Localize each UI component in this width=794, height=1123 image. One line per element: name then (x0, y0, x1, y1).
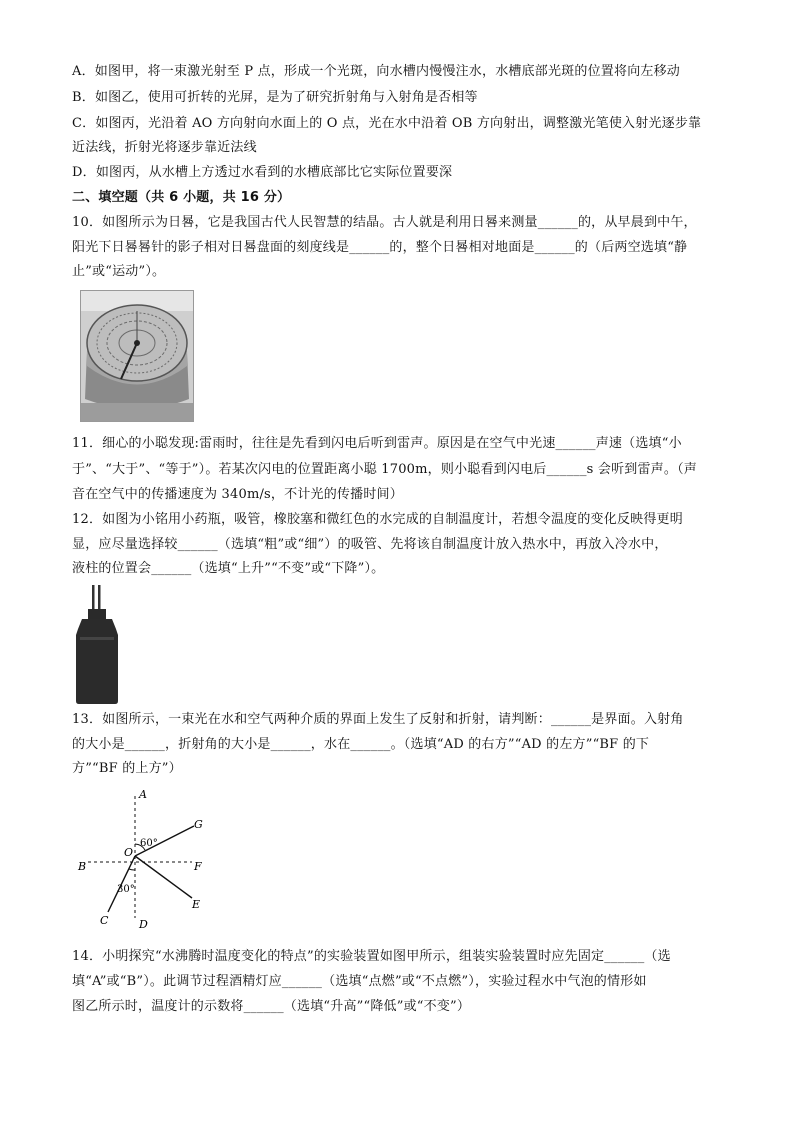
angle-30-label: 30° (117, 884, 135, 895)
q11-line-1: 11．细心的小聪发现:雷雨时，往往是先看到闪电后听到雷声。原因是在空气中光速______声速（选填“小 (72, 436, 682, 451)
label-f: F (194, 860, 202, 873)
q10-line-1: 10．如图所示为日晷，它是我国古代人民智慧的结晶。古人就是利用日晷来测量______的，从早晨到中午， (72, 215, 697, 230)
q9-option-b: B．如图乙，使用可折转的光屏，是为了研究折射角与入射角是否相等 (72, 90, 478, 105)
sundial-image (81, 291, 193, 421)
q11-line-2: 于”、“大于”、“等于”）。若某次闪电的位置距离小聪 1700m，则小聪看到闪电后______s 会听到雷声。（声 (72, 462, 697, 477)
label-c: C (100, 914, 109, 927)
q14-line-2: 填“A”或“B”）。此调节过程酒精灯应______（选填“点燃”或“不点燃”），实验过程水中气泡的情形如 (72, 974, 647, 989)
q9-option-a: A．如图甲，将一束激光射至 P 点，形成一个光斑，向水槽内慢慢注水，水槽底部光斑的位置将向左移动 (72, 64, 681, 79)
q9-option-d: D．如图丙，从水槽上方透过水看到的水槽底部比它实际位置要深 (72, 165, 453, 180)
q9-option-c: C．如图丙，光沿着 AO 方向射向水面上的 O 点，光在水中沿着 OB 方向射出，调整激光笔使入射光逐步靠 (72, 116, 702, 131)
label-o: O (124, 846, 134, 859)
light-ray-diagram (72, 784, 222, 934)
ray-oe (135, 856, 192, 898)
bottle-icon (72, 585, 122, 705)
section-title: 二、填空题（共 6 小题，共 16 分） (72, 190, 291, 205)
label-d: D (139, 918, 148, 931)
angle-60-label: 60° (140, 838, 158, 849)
q13-line-2: 的大小是______，折射角的大小是______，水在______。（选填“AD 的右方”“AD 的左方”“BF 的下 (72, 737, 650, 752)
q12-line-3: 液柱的位置会______（选填“上升”“不变”或“下降”）。 (72, 561, 385, 576)
sundial-photo (80, 290, 194, 422)
q13-line-3: 方”“BF 的上方”） (72, 761, 182, 776)
q10-line-3: 止”或“运动”）。 (72, 264, 166, 279)
label-e: E (192, 898, 201, 911)
q14-line-1: 14．小明探究“水沸腾时温度变化的特点”的实验装置如图甲所示，组装实验装置时应先固定______（选 (72, 949, 671, 964)
thermometer-bottle-figure (72, 585, 122, 705)
q12-line-2: 显，应尽量选择较______（选填“粗”或“细”）的吸管、先将该自制温度计放入热水中，再放入冷水中， (72, 537, 668, 552)
q12-line-1: 12．如图为小铭用小药瓶，吸管，橡胶塞和微红色的水完成的自制温度计，若想令温度的变化反映得更明 (72, 512, 683, 527)
label-a: A (139, 788, 147, 801)
q13-line-1: 13．如图所示，一束光在水和空气两种介质的界面上发生了反射和折射，请判断：______是界面。入射角 (72, 712, 684, 727)
label-b: B (78, 860, 87, 873)
q10-line-2: 阳光下日晷晷针的影子相对日晷盘面的刻度线是______的，整个日晷相对地面是______的（后两空选填“静 (72, 240, 688, 255)
q11-line-3: 音在空气中的传播速度为 340m/s，不计光的传播时间） (72, 487, 403, 502)
q9-option-c-cont: 近法线，折射光将逐步靠近法线 (72, 140, 257, 155)
q14-line-3: 图乙所示时，温度计的示数将______（选填“升高”“降低”或“不变”） (72, 999, 471, 1014)
label-g: G (194, 818, 203, 831)
